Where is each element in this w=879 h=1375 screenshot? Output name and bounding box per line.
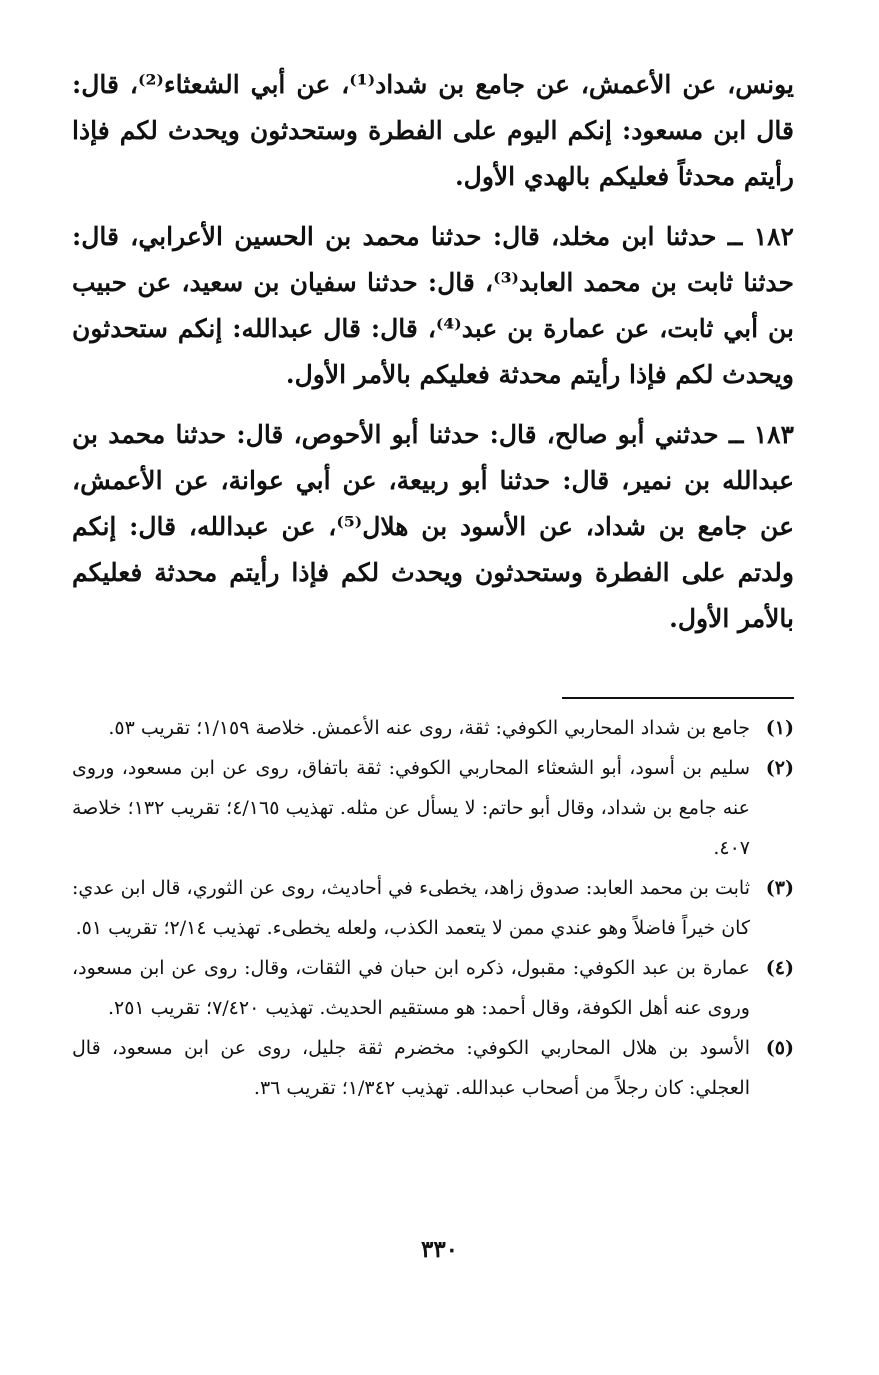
footnote-2 [72,748,794,868]
footnote-text: عمارة بن عبد الكوفي: مقبول، ذكره ابن حبان في الثقات، وقال: روى عن ابن مسعود، وروى عنه أهل الكوفة، وقال أحمد: هو مستقيم الحديث. تهذيب ٧/٤٢٠؛ تقريب ٢٥١. [72,957,750,1019]
hadith-number-182: ١٨٢ ــ [727,222,794,251]
footnotes-section [72,708,794,1108]
footnote-text: ثابت بن محمد العابد: صدوق زاهد، يخطىء في أحاديث، روى عن الثوري، قال ابن عدي: كان خيراً فاضلاً وهو عندي ممن لا يتعمد الكذب، ولعله يخطىء. تهذيب ٢/١٤؛ تقريب ٥١. [72,877,750,939]
footnote-mark: (٤) [765,957,794,979]
footnote-mark: (٥) [765,1037,794,1059]
footnote-3 [72,868,794,948]
page-number: ٣٣٠ [420,1236,459,1263]
footnote-4 [72,948,794,1028]
hadith-182 [72,214,794,398]
footnote-mark: (٣) [765,877,794,899]
footnote-5 [72,1028,794,1108]
footnote-1 [72,708,794,748]
hadith-183 [72,412,794,642]
footnote-mark: (٢) [765,757,794,779]
main-text-block [72,62,794,652]
hadith-number-183: ١٨٣ ــ [728,420,794,449]
footnote-text: جامع بن شداد المحاربي الكوفي: ثقة، روى عنه الأعمش. خلاصة ١/١٥٩؛ تقريب ٥٣. [108,717,750,739]
hadith-183-text: حدثني أبو صالح، قال: حدثنا أبو الأحوص، قال: حدثنا محمد بن عبدالله بن نمير، قال: حدثنا أبو ربيعة، عن أبي عوانة، عن الأعمش، عن جامع بن شداد، عن الأسود بن هلال⁽⁵⁾، عن عبدالله، قال: إنكم ولدتم على الفطرة وستحدثون ويحدث لكم فإذا رأيتم محدثة فعليكم بالأمر الأول. [72,420,794,633]
hadith-182-text: حدثنا ابن مخلد، قال: حدثنا محمد بن الحسين الأعرابي، قال: حدثنا ثابت بن محمد العابد⁽³⁾، قال: حدثنا سفيان بن سعيد، عن حبيب بن أبي ثابت، عن عمارة بن عبد⁽⁴⁾، قال: قال عبدالله: إنكم ستحدثون ويحدث لكم فإذا رأيتم محدثة فعليكم بالأمر الأول. [72,222,795,389]
footnote-mark: (١) [765,717,794,739]
paragraph-continuation: يونس، عن الأعمش، عن جامع بن شداد⁽¹⁾، عن أبي الشعثاء⁽²⁾، قال: قال ابن مسعود: إنكم اليوم على الفطرة وستحدثون ويحدث لكم فإذا رأيتم محدثاً فعليكم بالهدي الأول. [72,70,795,191]
footnote-text: الأسود بن هلال المحاربي الكوفي: مخضرم ثقة جليل، روى عن ابن مسعود، قال العجلي: كان رجلاً من أصحاب عبدالله. تهذيب ١/٣٤٢؛ تقريب ٣٦. [72,1037,750,1099]
footnote-divider [562,697,794,699]
footnote-text: سليم بن أسود، أبو الشعثاء المحاربي الكوفي: ثقة باتفاق، روى عن ابن مسعود، وروى عنه جامع بن شداد، وقال أبو حاتم: لا يسأل عن مثله. تهذيب ٤/١٦٥؛ تقريب ١٣٢؛ خلاصة ٤٠٧. [72,757,750,859]
